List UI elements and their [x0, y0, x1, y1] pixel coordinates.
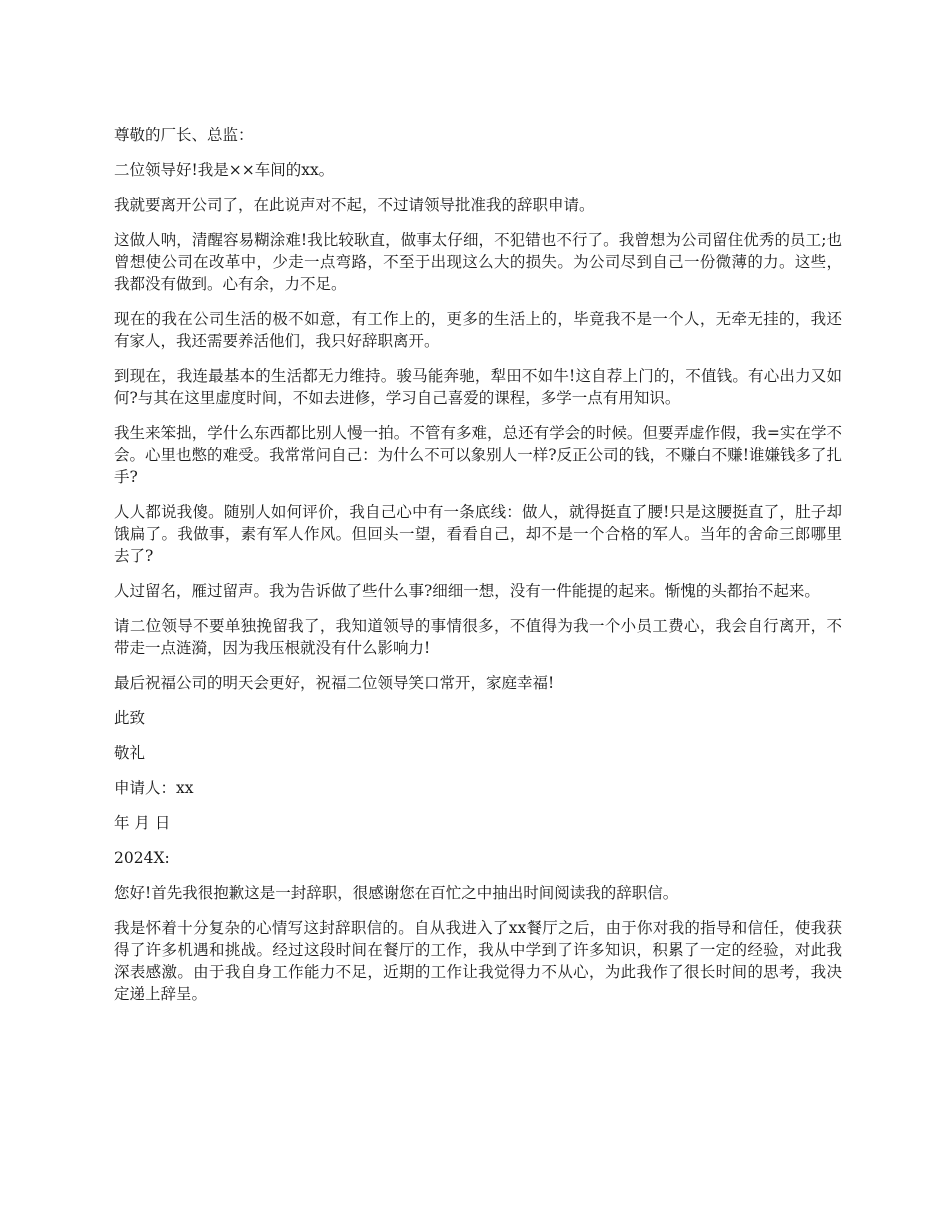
document-page	[114, 124, 842, 1018]
closing-cizhi: 此致	[114, 709, 146, 727]
salutation: 尊敬的厂长、总监：	[114, 126, 254, 144]
body-paragraph: 人人都说我傻。随别人如何评价，我自己心中有一条底线：做人，就得挺直了腰!只是这腰挺直了，肚子却饿扁了。我做事，素有军人作风。但回头一望，看看自己，却不是一个合格的军人。当年的舍命三郎哪里去了?	[114, 503, 842, 565]
body-paragraph: 我生来笨拙，学什么东西都比别人慢一拍。不管有多难，总还有学会的时候。但要弄虚作假，我=实在学不会。心里也憋的难受。我常常问自己：为什么不可以象别人一样?反正公司的钱，不赚白不赚!谁嫌钱多了扎手?	[114, 424, 842, 486]
second-letter-heading: 2024X:	[114, 849, 170, 867]
body-paragraph: 现在的我在公司生活的极不如意，有工作上的，更多的生活上的，毕竟我不是一个人，无牵无挂的，我还有家人，我还需要养活他们，我只好辞职离开。	[114, 310, 842, 350]
body-paragraph: 我是怀着十分复杂的心情写这封辞职信的。自从我进入了xx餐厅之后，由于你对我的指导和信任，使我获得了许多机遇和挑战。经过这段时间在餐厅的工作，我从中学到了许多知识，积累了一定的经验，对此我深表感激。由于我自身工作能力不足，近期的工作让我觉得力不从心，为此我作了很长时间的思考，我决定递上辞呈。	[114, 919, 842, 1003]
body-paragraph: 您好!首先我很抱歉这是一封辞职，很感谢您在百忙之中抽出时间阅读我的辞职信。	[114, 884, 679, 902]
body-paragraph: 到现在，我连最基本的生活都无力维持。骏马能奔驰，犁田不如牛!这自荐上门的，不值钱。有心出力又如何?与其在这里虚度时间，不如去进修，学习自己喜爱的课程，多学一点有用知识。	[114, 367, 842, 407]
body-paragraph: 人过留名，雁过留声。我为告诉做了些什么事?细细一想，没有一件能提的起来。惭愧的头都抬不起来。	[114, 582, 820, 600]
body-paragraph: 请二位领导不要单独挽留我了，我知道领导的事情很多，不值得为我一个小员工费心，我会自行离开，不带走一点涟漪，因为我压根就没有什么影响力!	[114, 617, 842, 657]
closing-jingli: 敬礼	[114, 744, 146, 762]
body-paragraph: 我就要离开公司了，在此说声对不起，不过请领导批准我的辞职申请。	[114, 196, 595, 214]
date-line: 年 月 日	[114, 814, 171, 832]
closing-wishes: 最后祝福公司的明天会更好，祝福二位领导笑口常开，家庭幸福!	[114, 674, 555, 692]
body-paragraph: 这做人呐，清醒容易糊涂难!我比较耿直，做事太仔细，不犯错也不行了。我曾想为公司留住优秀的员工;也曾想使公司在改革中，少走一点弯路，不至于出现这么大的损失。为公司尽到自己一份微薄的力。这些，我都没有做到。心有余，力不足。	[114, 231, 842, 293]
greeting-paragraph: 二位领导好!我是××车间的xx。	[114, 161, 335, 179]
applicant-line: 申请人：xx	[114, 779, 194, 797]
